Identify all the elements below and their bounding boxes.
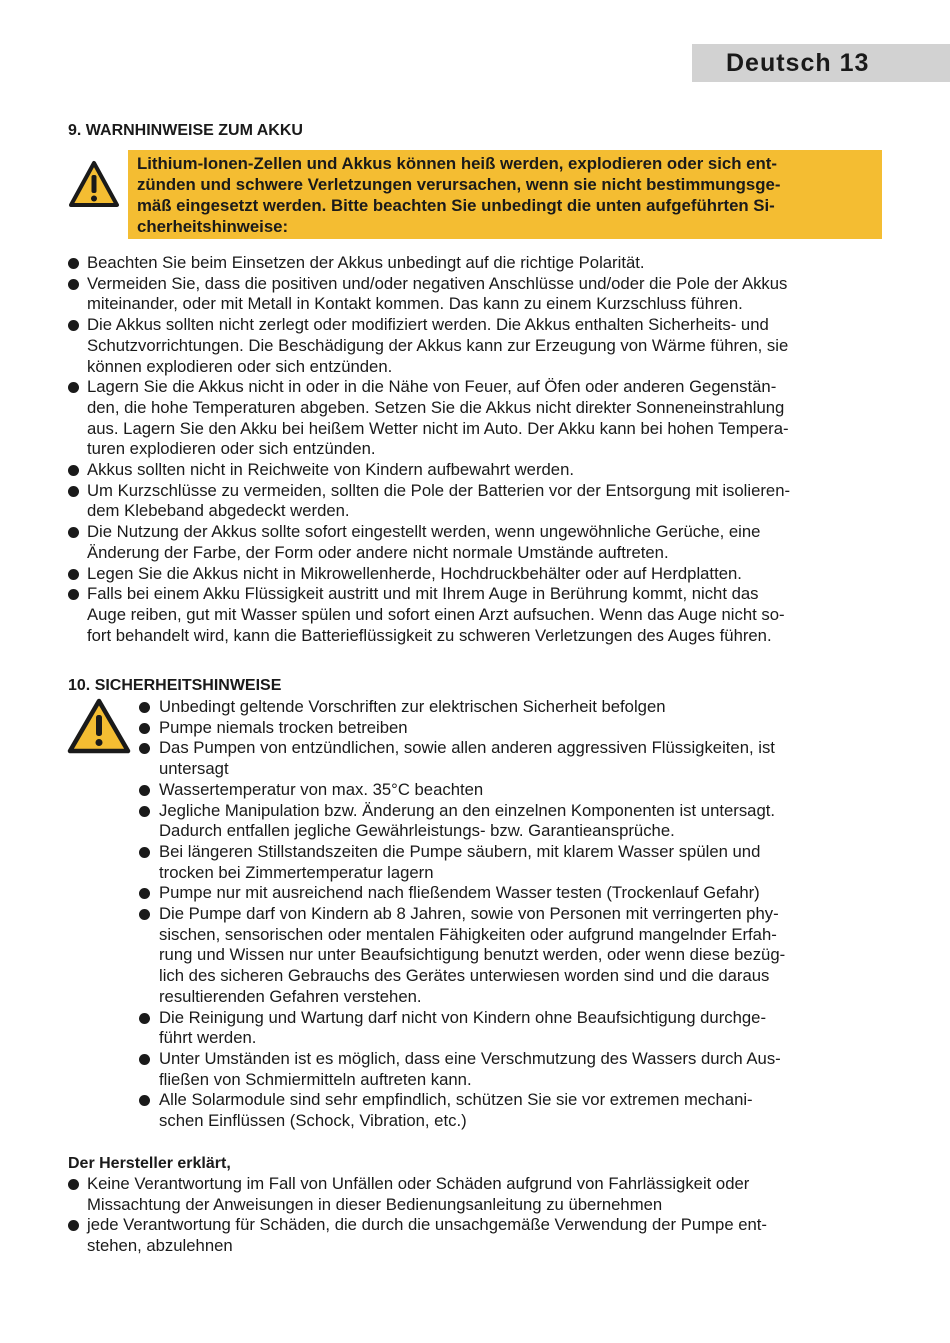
warning-triangle-icon (68, 160, 120, 208)
list-item-text: Unter Umständen ist es möglich, dass eine Verschmutzung des Wassers durch Aus- (159, 1048, 781, 1068)
list-item-text: Änderung der Farbe, der Form oder andere nicht normale Umstände auftreten. (87, 542, 669, 562)
list-item (68, 1215, 767, 1256)
bullet-icon (139, 723, 150, 734)
warning-text-line: Lithium-Ionen-Zellen und Akkus können heiß werden, explodieren oder sich ent- (137, 154, 777, 173)
list-item-text: Akkus sollten nicht in Reichweite von Kindern aufbewahrt werden. (87, 460, 574, 480)
warning-text-line: mäß eingesetzt werden. Bitte beachten Sie unbedingt die unten aufgeführten Si- (137, 196, 775, 215)
list-item-text: Dadurch entfallen jegliche Gewährleistungs- bzw. Garantieansprüche. (159, 821, 675, 841)
list-item (139, 718, 785, 739)
bullet-icon (139, 806, 150, 817)
list-item (139, 738, 785, 779)
bullet-icon (68, 569, 79, 580)
list-item (139, 1049, 785, 1090)
list-item-text: Unbedingt geltende Vorschriften zur elektrischen Sicherheit befolgen (159, 697, 666, 716)
list-item (68, 315, 790, 377)
warning-triangle-icon (67, 698, 131, 754)
list-item-text: Um Kurzschlüsse zu vermeiden, sollten die Pole der Batterien vor der Entsorgung mit isolieren- (87, 480, 791, 500)
list-item (68, 274, 790, 315)
list-item-text: fort behandelt wird, kann die Batterieflüssigkeit zu schweren Verletzungen des Auges führen. (87, 625, 772, 645)
bullet-icon (139, 702, 150, 713)
list-item-text: Missachtung der Anweisungen in dieser Bedienungsanleitung zu übernehmen (87, 1194, 663, 1214)
bullet-icon (68, 279, 79, 290)
list-item-text: trocken bei Zimmertemperatur lagern (159, 862, 434, 882)
section-10-heading: 10. SICHERHEITSHINWEISE (68, 677, 282, 694)
list-item-text: Die Reinigung und Wartung darf nicht von Kindern ohne Beaufsichtigung durchge- (159, 1007, 767, 1027)
list-item-text: führt werden. (159, 1028, 257, 1048)
list-item-text: können explodieren oder sich entzünden. (87, 356, 393, 376)
list-item-text: fließen von Schmiermitteln auftreten kann. (159, 1069, 472, 1089)
list-item-text: resultierenden Gefahren verstehen. (159, 986, 422, 1006)
list-item (139, 801, 785, 842)
warning-text-line: zünden und schwere Verletzungen verursachen, wenn sie nicht bestimmungsge- (137, 175, 781, 194)
list-item (68, 460, 790, 481)
battery-warning-box (128, 150, 882, 239)
list-item (139, 842, 785, 883)
manufacturer-heading: Der Hersteller erklärt, (68, 1155, 231, 1172)
list-item-text: Falls bei einem Akku Flüssigkeit austritt und mit Ihrem Auge in Berührung kommt, nicht das (87, 584, 759, 604)
list-item-text: den, die hohe Temperaturen abgeben. Setzen Sie die Akkus nicht direkter Sonneneinstrahlung (87, 397, 785, 417)
list-item (68, 253, 790, 274)
list-item (68, 481, 790, 522)
list-item-text: miteinander, oder mit Metall in Kontakt kommen. Das kann zu einem Kurzschluss führen. (87, 294, 743, 314)
safety-instructions-list (139, 697, 785, 1132)
list-item-text: Schutzvorrichtungen. Die Beschädigung der Akkus kann zur Erzeugung von Wärme führen, sie (87, 335, 789, 355)
list-item (68, 1174, 767, 1215)
list-item-text: aus. Lagern Sie den Akku bei heißem Wetter nicht im Auto. Der Akku kann bei hohen Tempera- (87, 418, 789, 438)
bullet-icon (139, 1054, 150, 1065)
list-item-text: untersagt (159, 759, 229, 779)
section-9-heading: 9. WARNHINWEISE ZUM AKKU (68, 122, 303, 139)
list-item-text: lich des sicheren Gebrauchs des Gerätes unterwiesen worden sind und die daraus (159, 966, 770, 986)
list-item-text: Alle Solarmodule sind sehr empfindlich, schützen Sie sie vor extremen mechani- (159, 1090, 753, 1110)
list-item (139, 780, 785, 801)
list-item-text: Keine Verantwortung im Fall von Unfällen oder Schäden aufgrund von Fahrlässigkeit oder (87, 1174, 750, 1193)
list-item (68, 522, 790, 563)
list-item (139, 1090, 785, 1131)
bullet-icon (139, 785, 150, 796)
list-item-text: turen explodieren oder sich entzünden. (87, 439, 376, 459)
list-item-text: dem Klebeband abgedeckt werden. (87, 501, 350, 521)
list-item (68, 564, 790, 585)
page-number-tab: Deutsch 13 (692, 44, 950, 82)
list-item-text: Lagern Sie die Akkus nicht in oder in die Nähe von Feuer, auf Öfen oder anderen Gegenstän- (87, 377, 777, 397)
list-item-text: Pumpe nur mit ausreichend nach fließendem Wasser testen (Trockenlauf Gefahr) (159, 883, 760, 903)
manufacturer-disclaimer-list (68, 1174, 767, 1257)
list-item-text: Das Pumpen von entzündlichen, sowie allen anderen aggressiven Flüssigkeiten, ist (159, 738, 775, 758)
list-item (139, 1008, 785, 1049)
list-item-text: Bei längeren Stillstandszeiten die Pumpe säubern, mit klarem Wasser spülen und (159, 841, 761, 861)
bullet-icon (139, 909, 150, 920)
list-item-text: Wassertemperatur von max. 35°C beachten (159, 779, 484, 799)
list-item-text: Die Pumpe darf von Kindern ab 8 Jahren, sowie von Personen mit verringerten phy- (159, 904, 779, 924)
list-item (68, 584, 790, 646)
list-item-text: Beachten Sie beim Einsetzen der Akkus unbedingt auf die richtige Polarität. (87, 253, 645, 272)
bullet-icon (68, 1179, 79, 1190)
list-item (139, 883, 785, 904)
list-item-text: stehen, abzulehnen (87, 1236, 233, 1256)
list-item-text: Die Akkus sollten nicht zerlegt oder modifiziert werden. Die Akkus enthalten Sicherheits- und (87, 315, 769, 335)
list-item (68, 377, 790, 460)
list-item (139, 904, 785, 1008)
list-item-text: Jegliche Manipulation bzw. Änderung an den einzelnen Komponenten ist untersagt. (159, 800, 776, 820)
warning-text-line: cherheitshinweise: (137, 217, 289, 236)
bullet-icon (68, 486, 79, 497)
bullet-icon (68, 465, 79, 476)
list-item-text: schen Einflüssen (Schock, Vibration, etc.) (159, 1111, 467, 1131)
list-item-text: Pumpe niemals trocken betreiben (159, 717, 408, 737)
bullet-icon (139, 1013, 150, 1024)
list-item-text: Vermeiden Sie, dass die positiven und/oder negativen Anschlüsse und/oder die Pole der Akkus (87, 273, 788, 293)
bullet-icon (139, 847, 150, 858)
battery-warnings-list (68, 253, 790, 646)
bullet-icon (68, 258, 79, 269)
list-item-text: jede Verantwortung für Schäden, die durch die unsachgemäße Verwendung der Pumpe ent- (87, 1215, 767, 1235)
list-item (139, 697, 785, 718)
list-item-text: Die Nutzung der Akkus sollte sofort eingestellt werden, wenn ungewöhnliche Gerüche, eine (87, 522, 761, 542)
list-item-text: sischen, sensorischen oder mentalen Fähigkeiten oder aufgrund mangelnder Erfah- (159, 924, 777, 944)
list-item-text: Legen Sie die Akkus nicht in Mikrowellenherde, Hochdruckbehälter oder auf Herdplatten. (87, 563, 742, 583)
list-item-text: rung und Wissen nur unter Beaufsichtigung benutzt werden, oder wenn diese bezüg- (159, 945, 786, 965)
list-item-text: Auge reiben, gut mit Wasser spülen und sofort einen Arzt aufsuchen. Wenn das Auge nicht so- (87, 604, 785, 624)
